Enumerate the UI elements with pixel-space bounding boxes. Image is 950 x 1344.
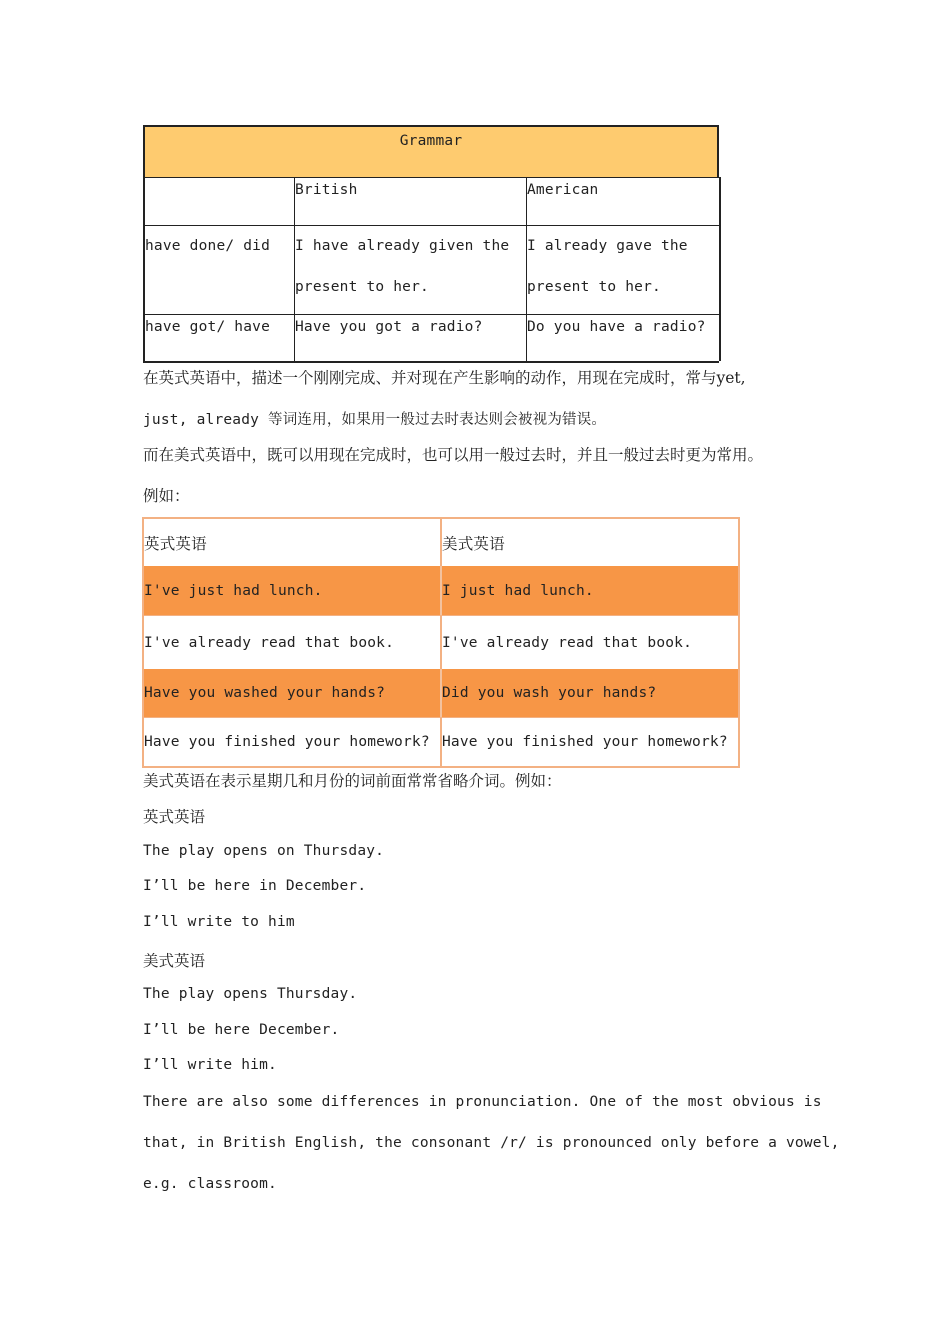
paragraph-1-line-1: 在英式英语中，描述一个刚刚完成、并对现在产生影响的动作，用现在完成时，常与yet, bbox=[143, 369, 746, 387]
pronunciation-line-1: There are also some differences in pronunciation. One of the most obvious is bbox=[143, 1094, 822, 1110]
paragraph-3: 美式英语在表示星期几和月份的词前面常常省略介词。例如： bbox=[143, 772, 562, 790]
american-example-3: I’ll write him. bbox=[143, 1057, 277, 1073]
paragraph-2: 而在美式英语中，既可以用现在完成时，也可以用一般过去时，并且一般过去时更为常用。 bbox=[143, 446, 764, 464]
grammar-cell-row1-american: I already gave the present to her. bbox=[527, 225, 721, 314]
grammar-header-american: American bbox=[527, 177, 721, 225]
american-example-2: I’ll be here December. bbox=[143, 1022, 340, 1038]
paragraph-1-line-2: just, already 等词连用，如果用一般过去时表达则会被视为错误。 bbox=[143, 412, 607, 428]
example-header-british: 英式英语 bbox=[144, 519, 442, 566]
example-header-row bbox=[144, 519, 738, 566]
grammar-cell-row1-british: I have already given the present to her. bbox=[295, 225, 527, 314]
grammar-header-empty bbox=[145, 177, 295, 225]
example-row-3 bbox=[144, 669, 738, 717]
british-example-3: I’ll write to him bbox=[143, 914, 295, 930]
grammar-cell-row2-label: have got/ have bbox=[145, 314, 295, 361]
british-label: 英式英语 bbox=[143, 808, 206, 826]
example-row-4 bbox=[144, 717, 738, 766]
grammar-cell-row1-label: have done/ did bbox=[145, 225, 295, 314]
american-label: 美式英语 bbox=[143, 952, 206, 970]
grammar-table-grid bbox=[143, 177, 719, 363]
example-row-1 bbox=[144, 566, 738, 615]
pronunciation-line-2: that, in British English, the consonant /r/ is pronounced only before a vowel, bbox=[143, 1135, 840, 1151]
grammar-table bbox=[143, 125, 719, 363]
example-table bbox=[142, 517, 740, 768]
grammar-header-british: British bbox=[295, 177, 527, 225]
example-row-4-british: Have you finished your homework? bbox=[144, 718, 442, 766]
example-row-3-british: Have you washed your hands? bbox=[144, 669, 442, 717]
example-row-1-british: I've just had lunch. bbox=[144, 566, 442, 615]
example-header-american: 美式英语 bbox=[442, 534, 505, 553]
grammar-table-title: Grammar bbox=[143, 125, 719, 177]
example-intro: 例如： bbox=[143, 487, 190, 505]
grammar-cell-row2-british: Have you got a radio? bbox=[295, 314, 527, 361]
pronunciation-line-3: e.g. classroom. bbox=[143, 1176, 277, 1192]
example-row-2-american: I've already read that book. bbox=[442, 634, 693, 651]
example-row-4-american: Have you finished your homework? bbox=[442, 734, 728, 750]
example-row-2 bbox=[144, 615, 738, 669]
grammar-cell-row2-american: Do you have a radio? bbox=[527, 314, 721, 361]
example-row-3-american: Did you wash your hands? bbox=[442, 685, 657, 701]
british-example-1: The play opens on Thursday. bbox=[143, 843, 385, 859]
american-example-1: The play opens Thursday. bbox=[143, 986, 358, 1002]
example-row-2-british: I've already read that book. bbox=[144, 616, 442, 669]
british-example-2: I’ll be here in December. bbox=[143, 878, 367, 894]
example-row-1-american: I just had lunch. bbox=[442, 582, 594, 599]
